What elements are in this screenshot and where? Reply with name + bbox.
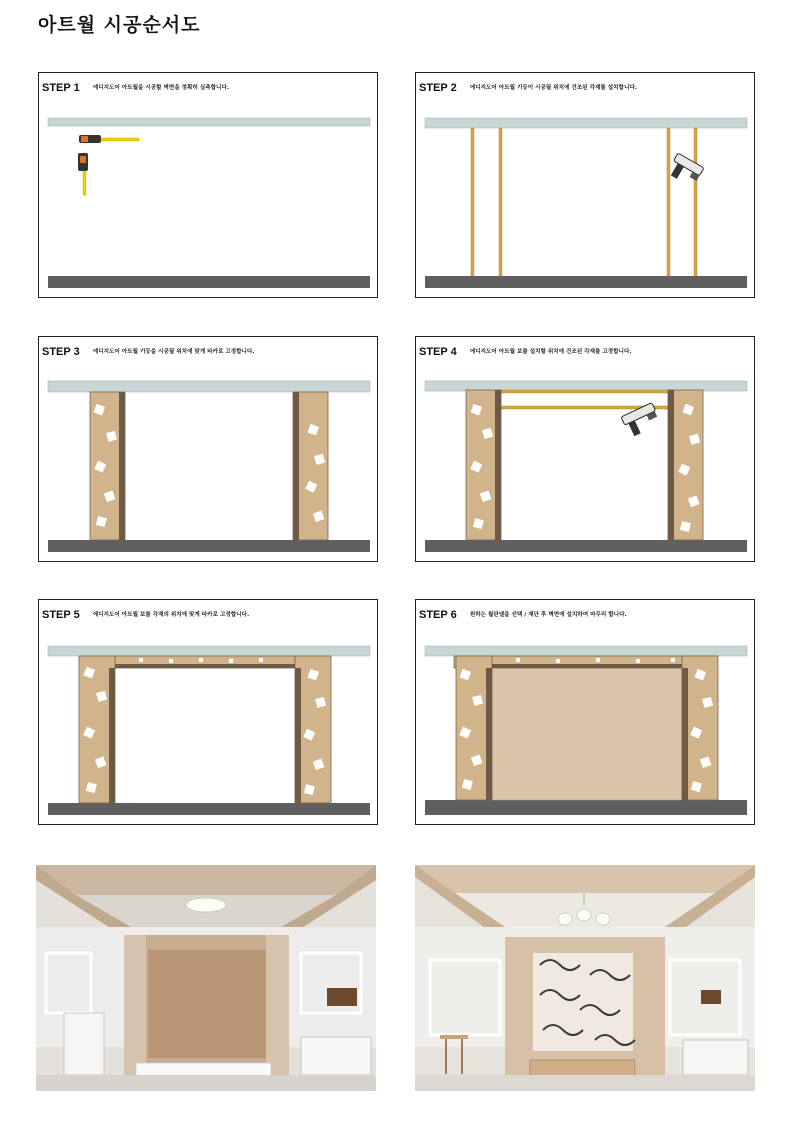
batten <box>667 128 670 276</box>
page-title: 아트월 시공순서도 <box>38 14 201 36</box>
step-5-illustration <box>39 600 378 825</box>
step-6-panel <box>415 599 755 825</box>
step-2-label: STEP 2 <box>419 82 457 94</box>
art-wall-column-left <box>456 656 492 800</box>
step-2-desc: 에디지도어 아트월 기둥이 시공될 위치에 건조된 각재를 설치합니다. <box>469 85 637 91</box>
nail-gun-icon <box>667 153 704 188</box>
art-wall-column-left <box>466 390 501 540</box>
step-4-label: STEP 4 <box>419 346 457 358</box>
batten <box>694 128 697 276</box>
step-4-illustration <box>416 337 755 562</box>
step-6-label: STEP 6 <box>419 609 457 621</box>
step-1-desc: 에디지도어 아트월을 시공할 벽면을 정확히 실측합니다. <box>92 85 229 91</box>
step-3-panel <box>38 336 378 562</box>
art-wall-column-left <box>90 392 125 540</box>
step-6-illustration <box>416 600 755 825</box>
step-1-illustration <box>39 73 378 298</box>
art-wall-column-right <box>682 656 718 800</box>
wall-panel <box>492 668 682 800</box>
step-3-desc: 에디지도어 아트월 기둥을 시공될 위치에 맞게 타카로 고정합니다. <box>92 349 255 355</box>
art-wall-column-right <box>293 392 328 540</box>
interior-photo-2 <box>415 865 755 1091</box>
step-2-illustration <box>416 73 755 298</box>
interior-photo-1-image <box>36 865 376 1091</box>
step-1-panel <box>38 72 378 298</box>
step-5-panel <box>38 599 378 825</box>
batten <box>471 128 474 276</box>
step-6-desc: 원하는 월판넬을 선택 / 재단 후 벽면에 설치하여 마무리 합니다. <box>469 612 627 618</box>
step-4-desc: 에디지도어 아트월 보를 설치할 위치에 건조된 각재를 고정합니다. <box>469 349 632 355</box>
art-wall-beam <box>115 656 295 668</box>
tape-measure-icon <box>79 135 139 143</box>
art-wall-beam <box>454 656 716 668</box>
art-wall-column-left <box>79 656 115 803</box>
interior-photo-2-image <box>415 865 755 1091</box>
art-wall-column-right <box>295 656 331 803</box>
step-4-panel <box>415 336 755 562</box>
step-2-panel <box>415 72 755 298</box>
step-5-desc: 에디지도어 아트월 보를 각재의 위치에 맞게 타카로 고정합니다. <box>92 612 250 618</box>
step-1-label: STEP 1 <box>42 82 80 94</box>
tape-measure-vertical-icon <box>78 153 88 195</box>
batten <box>499 128 502 276</box>
step-3-label: STEP 3 <box>42 346 80 358</box>
art-wall-column-right <box>668 390 703 540</box>
step-5-label: STEP 5 <box>42 609 80 621</box>
batten <box>501 390 671 393</box>
step-3-illustration <box>39 337 378 562</box>
interior-photo-1 <box>36 865 376 1091</box>
